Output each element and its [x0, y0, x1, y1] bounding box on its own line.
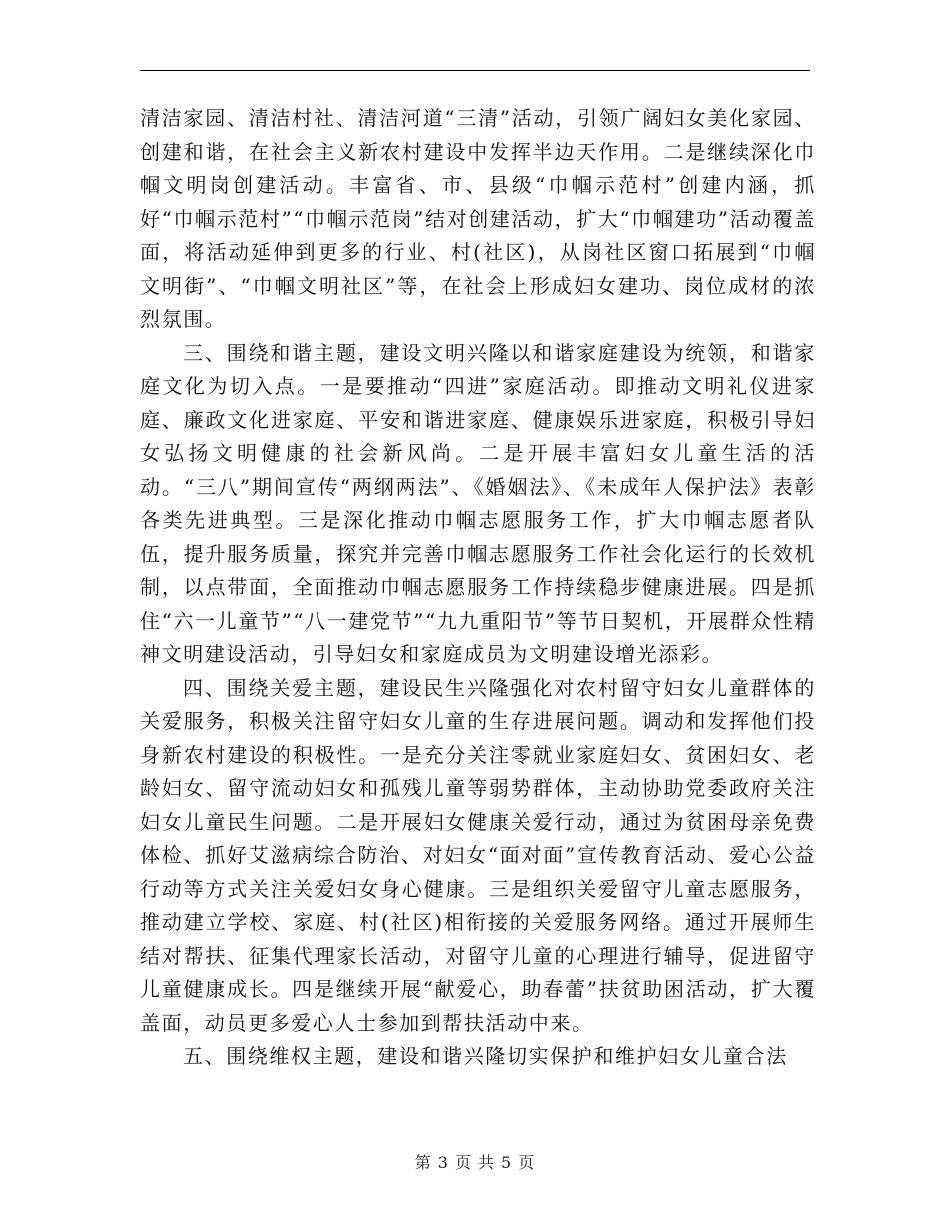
paragraph-4: 五、围绕维权主题，建设和谐兴隆切实保护和维护妇女儿童合法: [183, 1044, 788, 1068]
footer-current-page: 3: [437, 1153, 449, 1172]
page-footer: [0, 1150, 950, 1173]
body-text: [140, 102, 816, 1074]
paragraph-1: 清洁家园、清洁村社、清洁河道“三清”活动，引领广阔妇女美化家园、创建和谐，在社会主义新农村建设中发挥半边天作用。二是继续深化巾帼文明岗创建活动。丰富省、市、县级“巾帼示范村”创建内涵，抓好“巾帼示范村”“巾帼示范岗”结对创建活动，扩大“巾帼建功”活动覆盖面，将活动延伸到更多的行业、村(社区)，从岗社区窗口拓展到“巾帼文明街”、“巾帼文明社区”等，在社会上形成妇女建功、岗位成材的浓烈氛围。: [140, 106, 816, 331]
footer-page-word: 页: [454, 1153, 472, 1172]
header-rule: [140, 70, 810, 71]
paragraph-2: 三、围绕和谐主题，建设文明兴隆以和谐家庭建设为统领，和谐家庭文化为切入点。一是要推动“四进”家庭活动。即推动文明礼仪进家庭、廉政文化进家庭、平安和谐进家庭、健康娱乐进家庭，积极引导妇女弘扬文明健康的社会新风尚。二是开展丰富妇女儿童生活的活动。“三八”期间宣传“两纲两法”、《婚姻法》、《未成年人保护法》表彰各类先进典型。三是深化推动巾帼志愿服务工作，扩大巾帼志愿者队伍，提升服务质量，探究并完善巾帼志愿服务工作社会化运行的长效机制，以点带面，全面推动巾帼志愿服务工作持续稳步健康进展。四是抓住“六一儿童节”“八一建党节”“九九重阳节”等节日契机，开展群众性精神文明建设活动，引导妇女和家庭成员为文明建设增光添彩。: [140, 340, 816, 666]
footer-suffix: 页: [518, 1153, 536, 1172]
footer-total-pages: 5: [501, 1153, 513, 1172]
footer-total-word: 共: [478, 1153, 496, 1172]
paragraph-3: 四、围绕关爱主题，建设民生兴隆强化对农村留守妇女儿童群体的关爱服务，积极关注留守妇女儿童的生存进展问题。调动和发挥他们投身新农村建设的积极性。一是充分关注零就业家庭妇女、贫困妇女、老龄妇女、留守流动妇女和孤残儿童等弱势群体，主动协助党委政府关注妇女儿童民生问题。二是开展妇女健康关爱行动，通过为贫困母亲免费体检、抓好艾滋病综合防治、对妇女“面对面”宣传教育活动、爱心公益行动等方式关注关爱妇女身心健康。三是组织关爱留守儿童志愿服务，推动建立学校、家庭、村(社区)相衔接的关爱服务网络。通过开展师生结对帮扶、征集代理家长活动，对留守儿童的心理进行辅导，促进留守儿童健康成长。四是继续开展“献爱心，助春蕾”扶贫助困活动，扩大覆盖面，动员更多爱心人士参加到帮扶活动中来。: [140, 675, 816, 1035]
footer-prefix: 第: [414, 1153, 432, 1172]
